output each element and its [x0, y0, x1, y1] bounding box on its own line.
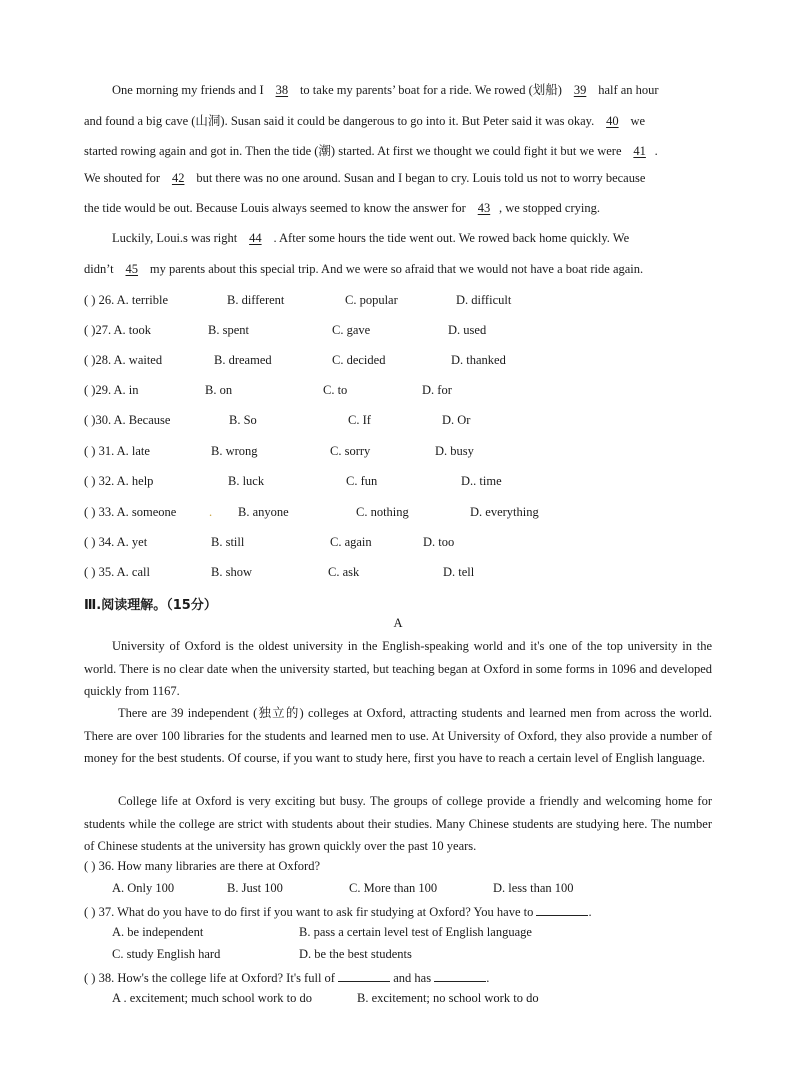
option-b[interactable]: B. on [205, 383, 233, 397]
question-33-a[interactable]: ( ) 33. A. someone [84, 505, 177, 519]
question-27-a[interactable]: ( )27. A. took [84, 323, 152, 337]
question-36-options [112, 881, 712, 897]
option-row-32 [84, 474, 712, 490]
question-38-options [112, 991, 712, 1007]
option-row-28 [84, 353, 712, 369]
blank-40[interactable]: 40 [606, 114, 619, 128]
question-30-a[interactable]: ( )30. A. Because [84, 413, 171, 427]
option-a[interactable]: A. be independent [112, 925, 204, 939]
option-d[interactable]: D. tell [443, 565, 475, 579]
option-d[interactable]: D. for [422, 383, 452, 397]
option-b[interactable]: B. anyone [238, 505, 289, 519]
blank-42[interactable]: 42 [171, 171, 185, 185]
option-d[interactable]: D. difficult [456, 293, 512, 307]
option-b[interactable]: B. show [211, 565, 252, 579]
blank-45[interactable]: 45 [125, 262, 139, 276]
cloze-line-6: Luckily, Loui.s was right 44 . After some hours the tide went out. We rowed back home quickly. We [112, 231, 630, 245]
question-34-a[interactable]: ( ) 34. A. yet [84, 535, 148, 549]
option-c[interactable]: C. nothing [356, 505, 409, 519]
option-c[interactable]: C. study English hard [112, 947, 221, 961]
option-d[interactable]: D. used [448, 323, 487, 337]
option-c[interactable]: C. sorry [330, 444, 371, 458]
cloze-line-7: didn’t 45 my parents about this special trip. And we were so afraid that we would not have a boat ride again. [84, 262, 644, 276]
option-a[interactable]: A. Only 100 [112, 881, 175, 895]
blank-39[interactable]: 39 [573, 83, 587, 97]
option-b[interactable]: B. luck [228, 474, 265, 488]
question-32-a[interactable]: ( ) 32. A. help [84, 474, 154, 488]
question-28-a[interactable]: ( )28. A. waited [84, 353, 163, 367]
option-row-26 [84, 293, 712, 309]
stray-dot: . [209, 505, 213, 519]
question-37-stem: ( ) 37. What do you have to do first if you want to ask fir studying at Oxford? You have to . [84, 905, 592, 919]
question-35-a[interactable]: ( ) 35. A. call [84, 565, 150, 579]
option-d[interactable]: D.. time [461, 474, 502, 488]
blank-38[interactable]: 38 [275, 83, 289, 97]
passage-paragraph-1: University of Oxford is the oldest university in the English-speaking world and it's one of the top university in the world. There is no clear date when the university started, but teaching began at Oxford in some forms in 1096 and developed quickly from 1167. [84, 639, 712, 698]
option-b[interactable]: B. Just 100 [227, 881, 283, 895]
option-b[interactable]: B. dreamed [214, 353, 272, 367]
option-d[interactable]: D. busy [435, 444, 474, 458]
option-b[interactable]: B. pass a certain level test of English language [299, 925, 532, 939]
option-b[interactable]: B. different [227, 293, 285, 307]
cloze-line-4: We shouted for 42 but there was no one around. Susan and I began to cry. Louis told us not to worry because [84, 171, 646, 185]
option-c[interactable]: C. If [348, 413, 371, 427]
option-b[interactable]: B. So [229, 413, 257, 427]
option-c[interactable]: C. again [330, 535, 372, 549]
option-b[interactable]: B. excitement; no school work to do [357, 991, 539, 1005]
option-d[interactable]: D. too [423, 535, 455, 549]
option-c[interactable]: C. More than 100 [349, 881, 438, 895]
option-d[interactable]: D. be the best students [299, 947, 412, 961]
passage-paragraph-2: There are 39 independent (独立的) colleges at Oxford, attracting students and learned men from across the world. There are over 100 libraries for the students and learned men to use. At University of Oxford, they also provide a number of money for the best students. Of course, if you want to study here, first you have to reach a certain level of English language. [84, 706, 712, 765]
option-row-29 [84, 383, 712, 399]
option-row-31 [84, 444, 712, 460]
option-d[interactable]: D. Or [442, 413, 471, 427]
question-37-options-1 [112, 925, 712, 941]
option-b[interactable]: B. still [211, 535, 245, 549]
option-row-34 [84, 535, 712, 551]
passage-letter: A [393, 616, 403, 630]
question-37-options-2 [112, 947, 712, 963]
answer-blank-1[interactable] [338, 969, 390, 982]
option-c[interactable]: C. decided [332, 353, 386, 367]
question-36-stem: ( ) 36. How many libraries are there at Oxford? [84, 859, 321, 873]
option-row-33 [84, 505, 712, 521]
option-b[interactable]: B. spent [208, 323, 249, 337]
option-c[interactable]: C. ask [328, 565, 360, 579]
section-heading: Ⅲ.阅读理解。（15分） [84, 598, 217, 613]
question-38-stem: ( ) 38. How's the college life at Oxford? It's full of and has . [84, 971, 490, 985]
option-row-35 [84, 565, 712, 581]
option-d[interactable]: D. everything [470, 505, 539, 519]
blank-44[interactable]: 44 [249, 231, 262, 245]
option-a[interactable]: A . excitement; much school work to do [112, 991, 312, 1005]
answer-blank-2[interactable] [434, 969, 486, 982]
option-d[interactable]: D. less than 100 [493, 881, 574, 895]
blank-41[interactable]: 41 [633, 144, 646, 158]
question-29-a[interactable]: ( )29. A. in [84, 383, 139, 397]
question-26-a[interactable]: ( ) 26. A. terrible [84, 293, 169, 307]
blank-43[interactable]: 43 [477, 201, 491, 215]
cloze-line-3: started rowing again and got in. Then the tide (潮) started. At first we thought we could fight it but we were 41 . [84, 144, 658, 158]
option-d[interactable]: D. thanked [451, 353, 506, 367]
option-c[interactable]: C. gave [332, 323, 371, 337]
cloze-line-5: the tide would be out. Because Louis always seemed to know the answer for 43 , we stopped crying. [84, 201, 600, 215]
option-row-27 [84, 323, 712, 339]
option-c[interactable]: C. popular [345, 293, 398, 307]
cloze-line-2: and found a big cave (山洞). Susan said it could be dangerous to go into it. But Peter said it was okay. 40 we [84, 114, 646, 128]
passage-paragraph-3: College life at Oxford is very exciting but busy. The groups of college provide a friendly and welcoming home for students while the college are strict with students about their studies. Many Chinese students are studying here. The number of Chinese students at the university has grown quickly over the past 10 years. [84, 794, 712, 853]
cloze-line-1: One morning my friends and I 38 to take my parents’ boat for a ride. We rowed (划船) 39 half an hour [112, 83, 659, 97]
option-c[interactable]: C. to [323, 383, 348, 397]
answer-blank[interactable] [536, 903, 588, 916]
option-b[interactable]: B. wrong [211, 444, 258, 458]
question-31-a[interactable]: ( ) 31. A. late [84, 444, 150, 458]
option-c[interactable]: C. fun [346, 474, 378, 488]
option-row-30 [84, 413, 712, 429]
